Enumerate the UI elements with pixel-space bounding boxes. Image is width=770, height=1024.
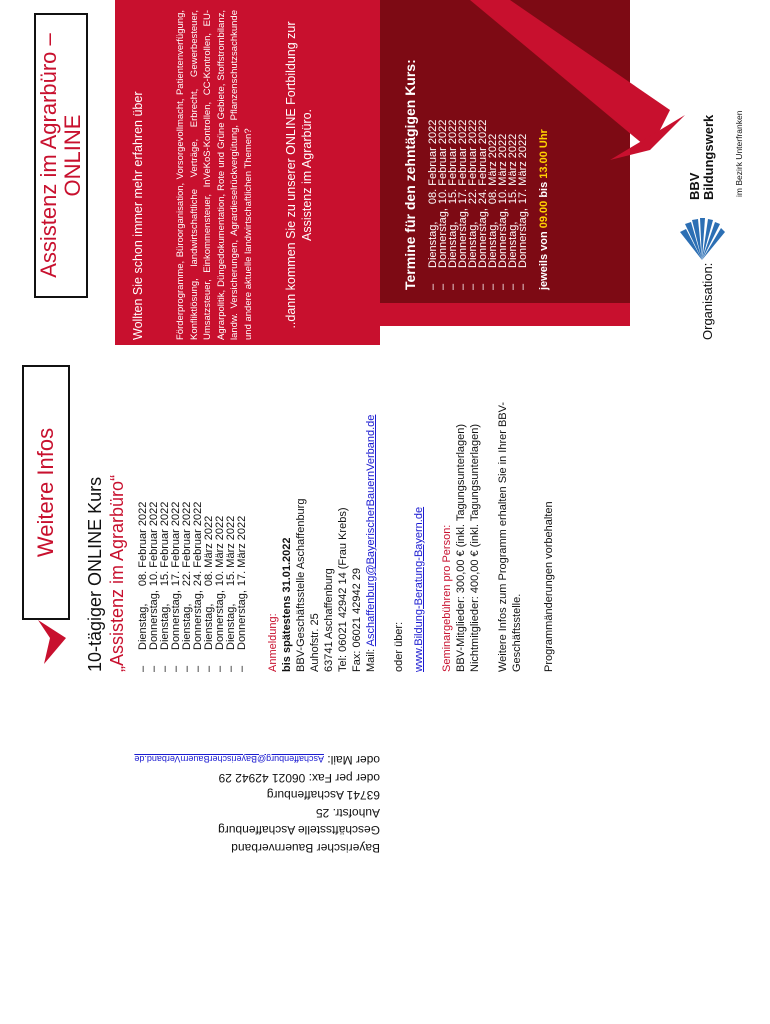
time-to: 13.00 Uhr bbox=[538, 129, 550, 179]
more-info-text: Weitere Infos zum Programm erhalten Sie in Ihrer BBV-Geschäftsstelle. bbox=[497, 401, 523, 672]
registration-org: BBV-Geschäftsstelle Aschaffenburg bbox=[295, 498, 307, 672]
terms-time bbox=[538, 5, 550, 290]
panel-strip bbox=[380, 303, 630, 326]
panel-question: Wollten Sie schon immer mehr erfahren über bbox=[131, 91, 145, 340]
date-day: Donnerstag, bbox=[214, 590, 226, 650]
registration-street: Auhofstr. 25 bbox=[309, 613, 321, 672]
date-day: Donnerstag, bbox=[457, 208, 469, 268]
address-line: Geschäftsstelle Aschaffenburg bbox=[218, 823, 380, 838]
registration-tel: Tel: 06021 42942 14 (Frau Krebs) bbox=[337, 507, 349, 672]
course-dates-table bbox=[138, 498, 248, 672]
address-line: Auhofstr. 25 bbox=[315, 806, 380, 820]
registration-city: 63741 Aschaffenburg bbox=[323, 568, 335, 672]
date-date: 08. März 2022 bbox=[203, 515, 215, 587]
date-day: Donnerstag, bbox=[236, 590, 248, 650]
checkmark-icon bbox=[36, 618, 68, 666]
banner-title-line1: Assistenz im Agrarbüro – bbox=[36, 33, 61, 278]
registration-deadline: bis spätestens 31.01.2022 bbox=[281, 537, 293, 672]
logo-line1: BBV bbox=[687, 172, 702, 200]
address-line: 63741 Aschaffenburg bbox=[266, 788, 380, 803]
fees-members: BBV-Mitglieder: 300,00 € (inkl. Tagungsunterlagen) bbox=[455, 423, 467, 672]
date-date: 22. Februar 2022 bbox=[467, 119, 479, 205]
fees-non-members: Nichtmitglieder: 400,00 € (inkl. Tagungsunterlagen) bbox=[469, 423, 481, 672]
date-dash: – bbox=[214, 665, 226, 672]
panel-topics: Förderprogramme, Büroorganisation, Vorsorgevollmacht, Patientenverfügung, Konfliktlösung, landwirtschaftliche Verträge, Erbrecht, Gewerbesteuer, Umsatzsteuer, Einkommensteuer, InVeKoS-Kontrollen, CC-Kontrollen, EU-Agrarpolitik, Düngedokumentation, Rote und Grüne Gebiete, Stoffstrombilanz, landw. Versicherungen, Agrardieselrückvergütung, Pflanzenschutzsachkunde und andere aktuelle landwirtschaftlichen Themen? bbox=[175, 10, 254, 340]
bbv-logo-text bbox=[688, 110, 728, 200]
date-dash: – bbox=[477, 283, 489, 290]
organisation-label: Organisation: bbox=[700, 262, 715, 340]
date-date: 10. Februar 2022 bbox=[437, 119, 449, 205]
panel-closing: ..dann kommen Sie zu unserer ONLINE Fortbildung zur Assistenz im Agrarbüro. bbox=[284, 21, 314, 329]
date-date: 15. März 2022 bbox=[507, 133, 519, 205]
date-date: 15. Februar 2022 bbox=[159, 501, 171, 587]
date-day: Donnerstag, bbox=[148, 590, 160, 650]
topics-text-block bbox=[126, 10, 356, 340]
date-date: 15. Februar 2022 bbox=[447, 119, 459, 205]
date-dash: – bbox=[181, 665, 193, 672]
date-date: 17. März 2022 bbox=[517, 133, 529, 205]
return-address bbox=[120, 750, 380, 856]
weitere-infos-banner bbox=[22, 365, 70, 620]
logo-region: im Bezirk Unterfranken bbox=[734, 110, 744, 197]
terms-dates-table bbox=[428, 116, 528, 290]
date-day: Dienstag, bbox=[507, 221, 519, 268]
date-date: 10. Februar 2022 bbox=[148, 501, 160, 587]
date-day: Dienstag, bbox=[181, 603, 193, 650]
date-date: 17. Februar 2022 bbox=[170, 501, 182, 587]
title-banner bbox=[34, 13, 88, 298]
date-dash: – bbox=[236, 665, 248, 672]
via-label: oder über: bbox=[393, 621, 405, 672]
banner-label: Weitere Infos bbox=[33, 427, 58, 558]
date-dash: – bbox=[437, 283, 449, 290]
address-line: Bayerischer Bauernverband bbox=[231, 841, 380, 855]
date-row bbox=[237, 498, 248, 672]
date-date: 17. März 2022 bbox=[236, 515, 248, 587]
date-day: Dienstag, bbox=[467, 221, 479, 268]
date-dash: – bbox=[192, 665, 204, 672]
date-day: Dienstag, bbox=[487, 221, 499, 268]
date-row bbox=[518, 116, 528, 290]
date-day: Dienstag, bbox=[203, 603, 215, 650]
course-info-column bbox=[84, 372, 644, 672]
date-dash: – bbox=[497, 283, 509, 290]
date-date: 08. Februar 2022 bbox=[137, 501, 149, 587]
time-prefix: jeweils von bbox=[538, 228, 550, 290]
time-from: 09.00 bbox=[538, 200, 550, 229]
date-date: 17. Februar 2022 bbox=[457, 119, 469, 205]
registration-fax: Fax: 06021 42942 29 bbox=[351, 568, 363, 672]
date-date: 10. März 2022 bbox=[497, 133, 509, 205]
date-day: Donnerstag, bbox=[192, 590, 204, 650]
address-mail-link[interactable]: Aschaffenburg@BayerischerBauernVerband.de bbox=[134, 754, 324, 765]
date-date: 15. März 2022 bbox=[225, 515, 237, 587]
date-dash: – bbox=[447, 283, 459, 290]
date-dash: – bbox=[507, 283, 519, 290]
website-link[interactable]: www.Bildung-Beratung-Bayern.de bbox=[413, 506, 425, 672]
date-day: Dienstag, bbox=[427, 221, 439, 268]
terms-text-block bbox=[402, 5, 632, 290]
bbv-logo-icon bbox=[676, 214, 728, 266]
date-dash: – bbox=[517, 283, 529, 290]
registration-heading: Anmeldung: bbox=[267, 613, 279, 672]
registration-mail-link[interactable]: Aschaffenburg@BayerischerBauernVerband.de bbox=[365, 414, 377, 647]
address-line: oder per Fax: 06021 42942 29 bbox=[218, 771, 380, 785]
date-day: Donnerstag, bbox=[170, 590, 182, 650]
time-mid: bis bbox=[538, 178, 550, 201]
date-dash: – bbox=[159, 665, 171, 672]
changes-note: Programmänderungen vorbehalten bbox=[543, 501, 555, 672]
date-day: Dienstag, bbox=[159, 603, 171, 650]
address-mail-line bbox=[120, 750, 380, 769]
date-dash: – bbox=[225, 665, 237, 672]
logo-line2: Bildungswerk bbox=[701, 114, 716, 200]
date-day: Dienstag, bbox=[225, 603, 237, 650]
date-date: 08. Februar 2022 bbox=[427, 119, 439, 205]
date-dash: – bbox=[467, 283, 479, 290]
course-title: 10-tägiger ONLINE Kurs bbox=[85, 476, 105, 672]
terms-heading: Termine für den zehntägigen Kurs: bbox=[402, 59, 418, 290]
date-dash: – bbox=[457, 283, 469, 290]
date-dash: – bbox=[427, 283, 439, 290]
date-dash: – bbox=[137, 665, 149, 672]
registration-mail-line bbox=[364, 372, 378, 672]
date-day: Donnerstag, bbox=[477, 208, 489, 268]
date-dash: – bbox=[487, 283, 499, 290]
date-day: Dienstag, bbox=[447, 221, 459, 268]
date-date: 24. Februar 2022 bbox=[192, 501, 204, 587]
banner-title-line2: ONLINE bbox=[60, 114, 85, 197]
date-date: 22. Februar 2022 bbox=[181, 501, 193, 587]
date-date: 08. März 2022 bbox=[487, 133, 499, 205]
date-date: 10. März 2022 bbox=[214, 515, 226, 587]
date-dash: – bbox=[148, 665, 160, 672]
panel-edge bbox=[358, 0, 380, 345]
fees-heading: Seminargebühren pro Person: bbox=[441, 524, 453, 672]
date-date: 24. Februar 2022 bbox=[477, 119, 489, 205]
date-dash: – bbox=[203, 665, 215, 672]
date-day: Donnerstag, bbox=[437, 208, 449, 268]
date-day: Donnerstag, bbox=[497, 208, 509, 268]
course-subtitle: „Assistenz im Agrarbüro“ bbox=[107, 474, 127, 672]
mail-prefix: oder Mail: bbox=[323, 753, 380, 768]
date-dash: – bbox=[170, 665, 182, 672]
date-day: Dienstag, bbox=[137, 603, 149, 650]
mail-label: Mail: bbox=[365, 646, 377, 672]
date-day: Donnerstag, bbox=[517, 208, 529, 268]
